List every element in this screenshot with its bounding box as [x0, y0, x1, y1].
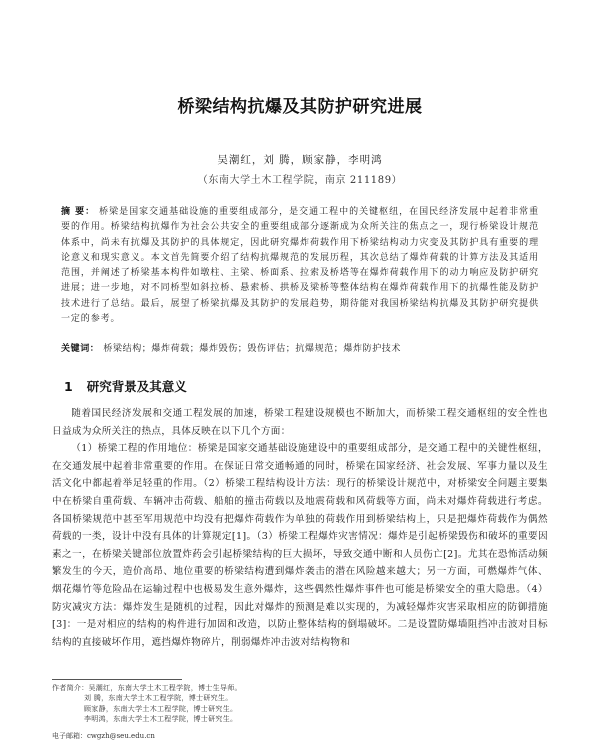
footnote-rule: [52, 679, 182, 680]
footnote-label: 作者简介：: [52, 684, 89, 692]
abstract-text: 桥梁是国家交通基础设施的重要组成部分，是交通工程中的关键枢纽，在国民经济发展中起着非常重要的作用。桥梁结构抗爆作为社会公共安全的重要组成部分逐渐成为众所关注的焦点之一，现行桥梁设计规范体系中，尚未有抗爆及其防护的具体规定，因此研究爆炸荷载作用下桥梁结构动力灾变及其防护具有重要的理论意义和现实意义。本文首先简要介绍了结构抗爆规范的发展历程，其次总结了爆炸荷载的计算方法及其适用范围，并阐述了桥梁基本构件如墩柱、主梁、桥面系、拉索及桥塔等在爆炸荷载作用下的动力响应及防护研究进展；进一步地，对不同桥型如斜拉桥、悬索桥、拱桥及梁桥等整体结构在爆炸荷载作用下的抗爆性能及防护技术进行了总结。最后，展望了桥梁抗爆及其防护的发展趋势，期待能对我国桥梁结构抗爆及其防护研究提供一定的参考。: [61, 207, 540, 325]
author-email: [52, 731, 352, 741]
footnote-line: 顾家静，东南大学土木工程学院，博士研究生。: [84, 704, 238, 713]
footnote-line: 刘 腾，东南大学土木工程学院，博士研究生。: [84, 694, 233, 703]
footnote-line: 作者简介：吴潮红，东南大学土木工程学院，博士生导师。: [52, 684, 242, 692]
keywords-label: 关键词：: [61, 344, 100, 354]
section-heading: [64, 377, 187, 395]
abstract: [61, 205, 539, 327]
body-text: [52, 405, 548, 651]
email-label: 电子邮箱：: [52, 732, 87, 740]
section-title: 研究背景及其意义: [86, 379, 187, 394]
author-footnote: [52, 683, 472, 725]
abstract-label: 摘 要：: [61, 207, 96, 217]
email-address: cwgzh@seu.edu.cn: [87, 732, 155, 740]
section-number: 1: [64, 379, 73, 394]
body-paragraph-2: （1）桥梁工程的作用地位：桥梁是国家交通基础设施建设中的重要组成部分，是交通工程中的关键性枢纽，在交通发展中起着非常重要的作用。在保证日常交通畅通的同时，桥梁在国家经济、社会发展、军事力量以及生活文化中都起着举足轻重的作用。（2）桥梁工程结构设计方法：现行的桥梁设计规范中，对桥梁安全问题主要集中在桥梁自重荷载、车辆冲击荷载、船舶的撞击荷载以及地震荷载和风荷载等方面，尚未对爆炸荷载进行考虑。各国桥梁规范中甚至军用规范中均没有把爆炸荷载作为单独的荷载作用到桥梁结构上，只是把爆炸荷载作为偶然荷载的一类，设计中没有具体的计算规定[1]。（3）桥梁工程爆炸灾害情况：爆炸是引起桥梁毁伤和破坏的重要因素之一，在桥梁关键部位放置炸药会引起桥梁结构的巨大损坏，导致交通中断和人员伤亡[2]。尤其在恐怖活动频繁发生的今天，造价高昂、地位重要的桥梁结构遭到爆炸袭击的潜在风险越来越大；另一方面，可燃爆炸气体、烟花爆竹等危险品在运输过程中也极易发生意外爆炸，这些偶然性爆炸事件也可能是桥梁安全的重大隐患。（4）防灾减灾方法：爆炸发生是随机的过程，因此对爆炸的预测是难以实现的，为减轻爆炸灾害采取相应的防御措施[3]：一是对相应的结构的构件进行加固和改造，以防止整体结构的倒塌破坏。二是设置防爆墙阻挡冲击波对目标结构的直接破坏作用，遮挡爆炸物碎片，削弱爆炸冲击波对结构物和: [52, 443, 548, 648]
paper-title: 桥梁结构抗爆及其防护研究进展: [177, 97, 423, 117]
keywords: [61, 342, 539, 357]
body-paragraph-1: 随着国民经济发展和交通工程发展的加速，桥梁工程建设规模也不断加大，而桥梁工程交通枢纽的安全性也日益成为众所关注的热点，具体反映在以下几个方面：: [52, 408, 548, 437]
author-affiliation: （东南大学土木工程学院，南京 211189）: [197, 175, 403, 186]
author-list: 吴潮红，刘 腾，顾家静，李明鸿: [217, 154, 383, 166]
footnote-line: 李明鸿，东南大学土木工程学院，博士研究生。: [84, 715, 238, 724]
keywords-text: 桥梁结构；爆炸荷载；爆炸毁伤；毁伤评估；抗爆规范；爆炸防护技术: [103, 344, 402, 354]
